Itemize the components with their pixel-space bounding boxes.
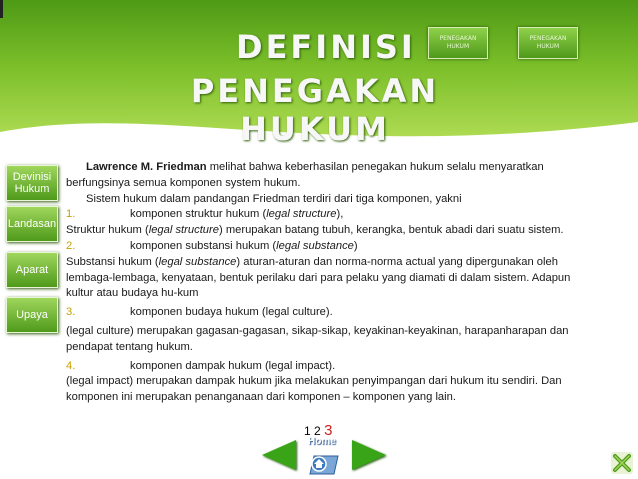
- paragraph-components: Sistem hukum dalam pandangan Friedman terdiri dari tiga komponen, yakni: [86, 192, 462, 205]
- item1-text: komponen struktur hukum (: [130, 208, 267, 221]
- arrow-left-icon[interactable]: [262, 440, 296, 470]
- arrow-right-icon[interactable]: [352, 440, 386, 470]
- top-nav-button-2[interactable]: PENEGAKAN HUKUM: [518, 27, 578, 59]
- list-item-2-desc: [66, 255, 572, 302]
- sidebar-item-upaya[interactable]: Upaya: [6, 297, 58, 333]
- page-title-line1: DEFINISI: [236, 28, 416, 66]
- home-label: Home: [308, 436, 336, 447]
- list-item-4: [66, 359, 572, 375]
- home-icon: [304, 436, 344, 476]
- sidebar-item-landasan[interactable]: Landasan: [6, 206, 58, 242]
- list-number-4: 4.: [66, 359, 76, 372]
- author-name: Lawrence M. Friedman: [86, 161, 207, 173]
- list-item-2: [66, 239, 572, 255]
- list-item-1: [66, 207, 572, 223]
- item2-desc-b: ) aturan-aturan dan norma-norma actual yang dipergunakan oleh lembaga-lembaga, kenyataan, bentuk perilaku dari para pelaku yang diamati di dalam sistem. Adapun kultur atau budaya hu-kum: [66, 255, 571, 300]
- close-icon[interactable]: [610, 451, 634, 475]
- item4-text: komponen dampak hukum (legal impact).: [130, 359, 336, 372]
- item2-text: komponen substansi hukum (: [130, 239, 277, 252]
- page-title-line2: PENEGAKAN HUKUM: [190, 72, 440, 148]
- home-button[interactable]: [304, 436, 344, 476]
- item3-text: komponen budaya hukum (legal culture).: [130, 306, 333, 319]
- item1-desc-term: legal structure: [148, 224, 219, 237]
- list-number-3: 3.: [66, 306, 76, 319]
- sidebar-item-aparat[interactable]: Aparat: [6, 252, 58, 288]
- list-number-1: 1.: [66, 208, 76, 221]
- main-content: [66, 160, 572, 406]
- list-item-4-desc: (legal impact) merupakan dampak hukum jika melakukan penyimpangan dari hukum itu sendiri. Dan komponen ini merupakan penanganaan dari komponen – komponen yang lain.: [66, 375, 562, 404]
- item1-term: legal structure: [266, 208, 337, 221]
- item2-term: legal substance: [276, 239, 354, 252]
- list-item-3: [66, 305, 572, 321]
- list-item-1-desc: [66, 223, 572, 239]
- window-edge-marker: [0, 0, 3, 18]
- item2-desc-term: legal substance: [158, 255, 237, 268]
- intro-text: melihat bahwa keberhasilan penegakan hukum selalu menyaratkan berfungsinya semua komponen system hukum.: [66, 161, 544, 189]
- page-link-2[interactable]: 2: [314, 424, 321, 438]
- item2-desc-a: Substansi hukum (: [66, 255, 159, 268]
- item1-close: ),: [336, 208, 344, 221]
- list-item-3-desc: (legal culture) merupakan gagasan-gagasan, sikap-sikap, keyakinan-keyakinan, harapanharapan dan pendapat tentang hukum.: [66, 324, 569, 353]
- page-link-current[interactable]: 3: [324, 422, 333, 439]
- list-number-2: 2.: [66, 239, 76, 252]
- top-nav-button-1[interactable]: PENEGAKAN HUKUM: [428, 27, 488, 59]
- item1-desc-a: Struktur hukum (: [66, 224, 149, 237]
- item1-desc-b: ) merupakan batang tubuh, kerangka, bentuk abadi dari suatu sistem.: [218, 224, 564, 237]
- item2-close: ): [353, 239, 358, 252]
- page-link-1[interactable]: 1: [304, 424, 311, 438]
- paragraph-intro: [66, 160, 572, 192]
- sidebar-item-devinisi-hukum[interactable]: Devinisi Hukum: [6, 165, 58, 201]
